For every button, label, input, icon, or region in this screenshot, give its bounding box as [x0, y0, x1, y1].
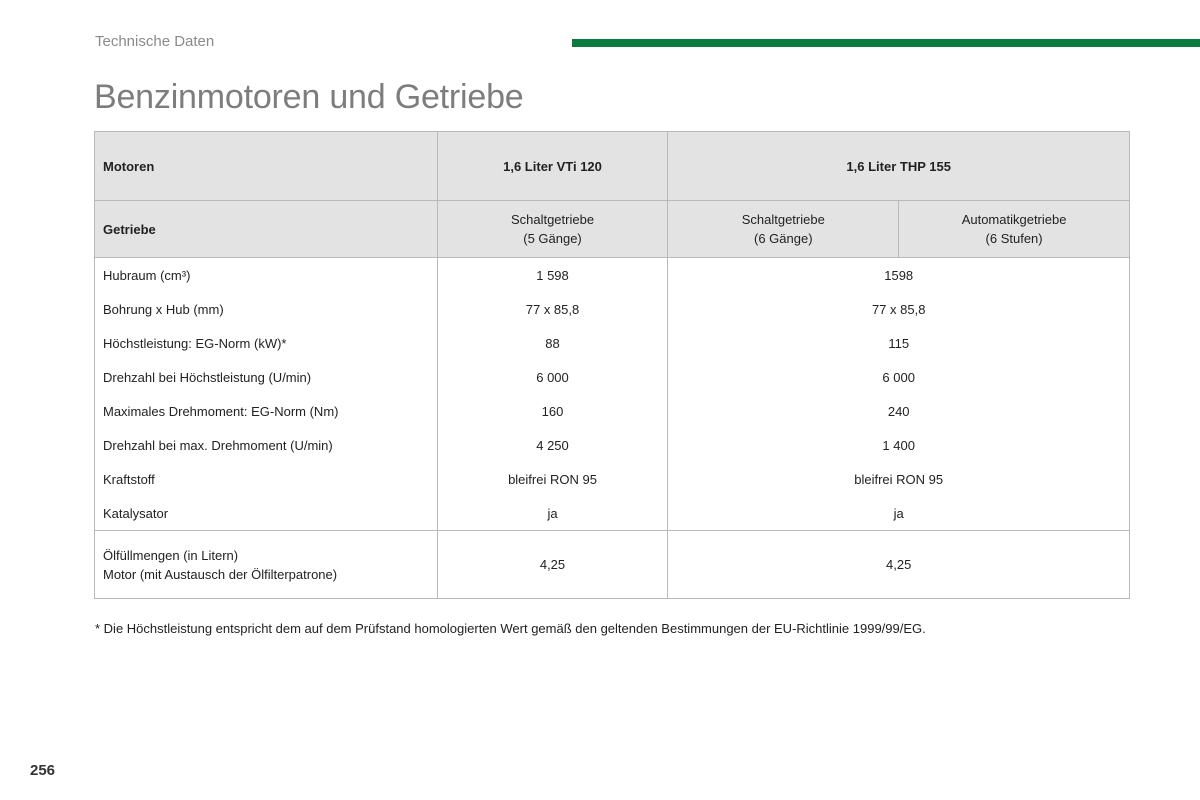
- row-value-engine-1: 4 250: [437, 428, 668, 462]
- table-row: [95, 394, 1130, 428]
- oil-value-engine-1: 4,25: [437, 531, 668, 599]
- table-row: [95, 462, 1130, 496]
- row-label: Hubraum (cm³): [95, 258, 438, 293]
- oil-capacity-label: Ölfüllmengen (in Litern) Motor (mit Austausch der Ölfilterpatrone): [95, 531, 438, 599]
- row-value-engine-2: 1598: [668, 258, 1130, 293]
- row-value-engine-2: 1 400: [668, 428, 1130, 462]
- engine-2-header: 1,6 Liter THP 155: [668, 132, 1130, 201]
- table-row: [95, 292, 1130, 326]
- row-value-engine-1: 1 598: [437, 258, 668, 293]
- table-row: [95, 258, 1130, 293]
- row-value-engine-1: 88: [437, 326, 668, 360]
- row-label: Drehzahl bei max. Drehmoment (U/min): [95, 428, 438, 462]
- oil-capacity-row: [95, 531, 1130, 599]
- row-value-engine-2: 240: [668, 394, 1130, 428]
- footnote: * Die Höchstleistung entspricht dem auf dem Prüfstand homologierten Wert gemäß den geltenden Bestimmungen der EU-Richtlinie 1999/99/EG.: [95, 621, 926, 636]
- header-accent-bar: [572, 39, 1200, 47]
- table-row: [95, 428, 1130, 462]
- row-label: Maximales Drehmoment: EG-Norm (Nm): [95, 394, 438, 428]
- section-label: Technische Daten: [95, 33, 215, 50]
- row-value-engine-2: 6 000: [668, 360, 1130, 394]
- row-value-engine-2: 77 x 85,8: [668, 292, 1130, 326]
- row-value-engine-1: bleifrei RON 95: [437, 462, 668, 496]
- table-row: [95, 326, 1130, 360]
- row-value-engine-1: 77 x 85,8: [437, 292, 668, 326]
- gearbox-1-header: Schaltgetriebe (5 Gänge): [437, 201, 668, 258]
- page-number: 256: [30, 762, 56, 779]
- gearbox-header-row: [95, 201, 1130, 258]
- table-row: [95, 360, 1130, 394]
- row-label: Drehzahl bei Höchstleistung (U/min): [95, 360, 438, 394]
- oil-value-engine-2: 4,25: [668, 531, 1130, 599]
- motor-label: Motoren: [95, 132, 438, 201]
- row-value-engine-1: 160: [437, 394, 668, 428]
- gearbox-2-header: Schaltgetriebe (6 Gänge): [668, 201, 899, 258]
- spec-table: [94, 131, 1130, 599]
- table-row: [95, 496, 1130, 531]
- row-value-engine-2: 115: [668, 326, 1130, 360]
- row-value-engine-1: ja: [437, 496, 668, 531]
- row-label: Bohrung x Hub (mm): [95, 292, 438, 326]
- row-value-engine-1: 6 000: [437, 360, 668, 394]
- row-label: Katalysator: [95, 496, 438, 531]
- row-label: Kraftstoff: [95, 462, 438, 496]
- gearbox-3-header: Automatikgetriebe (6 Stufen): [899, 201, 1130, 258]
- row-value-engine-2: bleifrei RON 95: [668, 462, 1130, 496]
- gearbox-label: Getriebe: [95, 201, 438, 258]
- engine-1-header: 1,6 Liter VTi 120: [437, 132, 668, 201]
- row-value-engine-2: ja: [668, 496, 1130, 531]
- page-title: Benzinmotoren und Getriebe: [94, 78, 524, 116]
- engine-header-row: [95, 132, 1130, 201]
- row-label: Höchstleistung: EG-Norm (kW)*: [95, 326, 438, 360]
